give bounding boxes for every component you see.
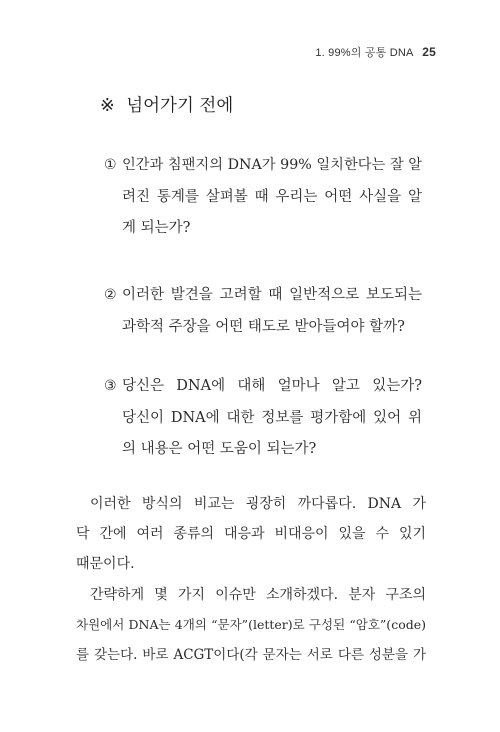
body-paragraph-1 bbox=[76, 489, 426, 579]
question-line: 당신이 DNA에 대한 정보를 평가함에 있어 위 bbox=[122, 409, 422, 426]
question-text: 당신은 DNA에 대해 얼마나 알고 있는가? bbox=[122, 378, 422, 394]
reference-mark-icon: ※ bbox=[100, 96, 115, 116]
question-line bbox=[104, 371, 422, 403]
chapter-title: 1. 99%의 공통 DNA bbox=[315, 47, 413, 59]
paragraph-line: 닥 간에 여러 종류의 대응과 비대응이 있을 수 있기 bbox=[76, 526, 426, 542]
question-2 bbox=[104, 280, 422, 343]
paragraph-line: 이러한 방식의 비교는 굉장히 까다롭다. DNA 가 bbox=[90, 496, 426, 512]
question-line: 과학적 주장을 어떤 태도로 받아들여야 할까? bbox=[122, 318, 405, 335]
paragraph-line: 간략하게 몇 가지 이슈만 소개하겠다. 분자 구조의 bbox=[90, 587, 426, 603]
paragraph-line: 차원에서 DNA는 4개의 “문자”(letter)로 구성된 “암호”(code) bbox=[76, 617, 426, 632]
question-line: 의 내용은 어떤 도움이 되는가? bbox=[122, 441, 317, 457]
section-title: 넘어가기 전에 bbox=[126, 96, 234, 116]
question-1 bbox=[104, 150, 422, 245]
paragraph-line: 를 갖는다. 바로 ACGT이다(각 문자는 서로 다른 성분을 가 bbox=[76, 647, 426, 663]
paragraph-line: 때문이다. bbox=[76, 556, 135, 572]
question-number: ② bbox=[104, 287, 117, 303]
section-heading bbox=[100, 92, 233, 117]
question-line bbox=[104, 280, 422, 312]
question-text: 인간과 침팬지의 DNA가 99% 일치한다는 잘 알 bbox=[122, 157, 422, 173]
question-text: 이러한 발견을 고려할 때 일반적으로 보도되는 bbox=[122, 287, 422, 303]
question-number: ③ bbox=[104, 378, 117, 394]
question-line bbox=[104, 150, 422, 182]
running-head bbox=[315, 44, 436, 60]
question-3 bbox=[104, 371, 422, 466]
page-number: 25 bbox=[422, 45, 436, 59]
body-paragraph-2 bbox=[76, 580, 426, 670]
question-line: 게 되는가? bbox=[122, 220, 191, 236]
question-line: 려진 통계를 살펴볼 때 우리는 어떤 사실을 알 bbox=[122, 188, 422, 205]
question-number: ① bbox=[104, 157, 117, 173]
